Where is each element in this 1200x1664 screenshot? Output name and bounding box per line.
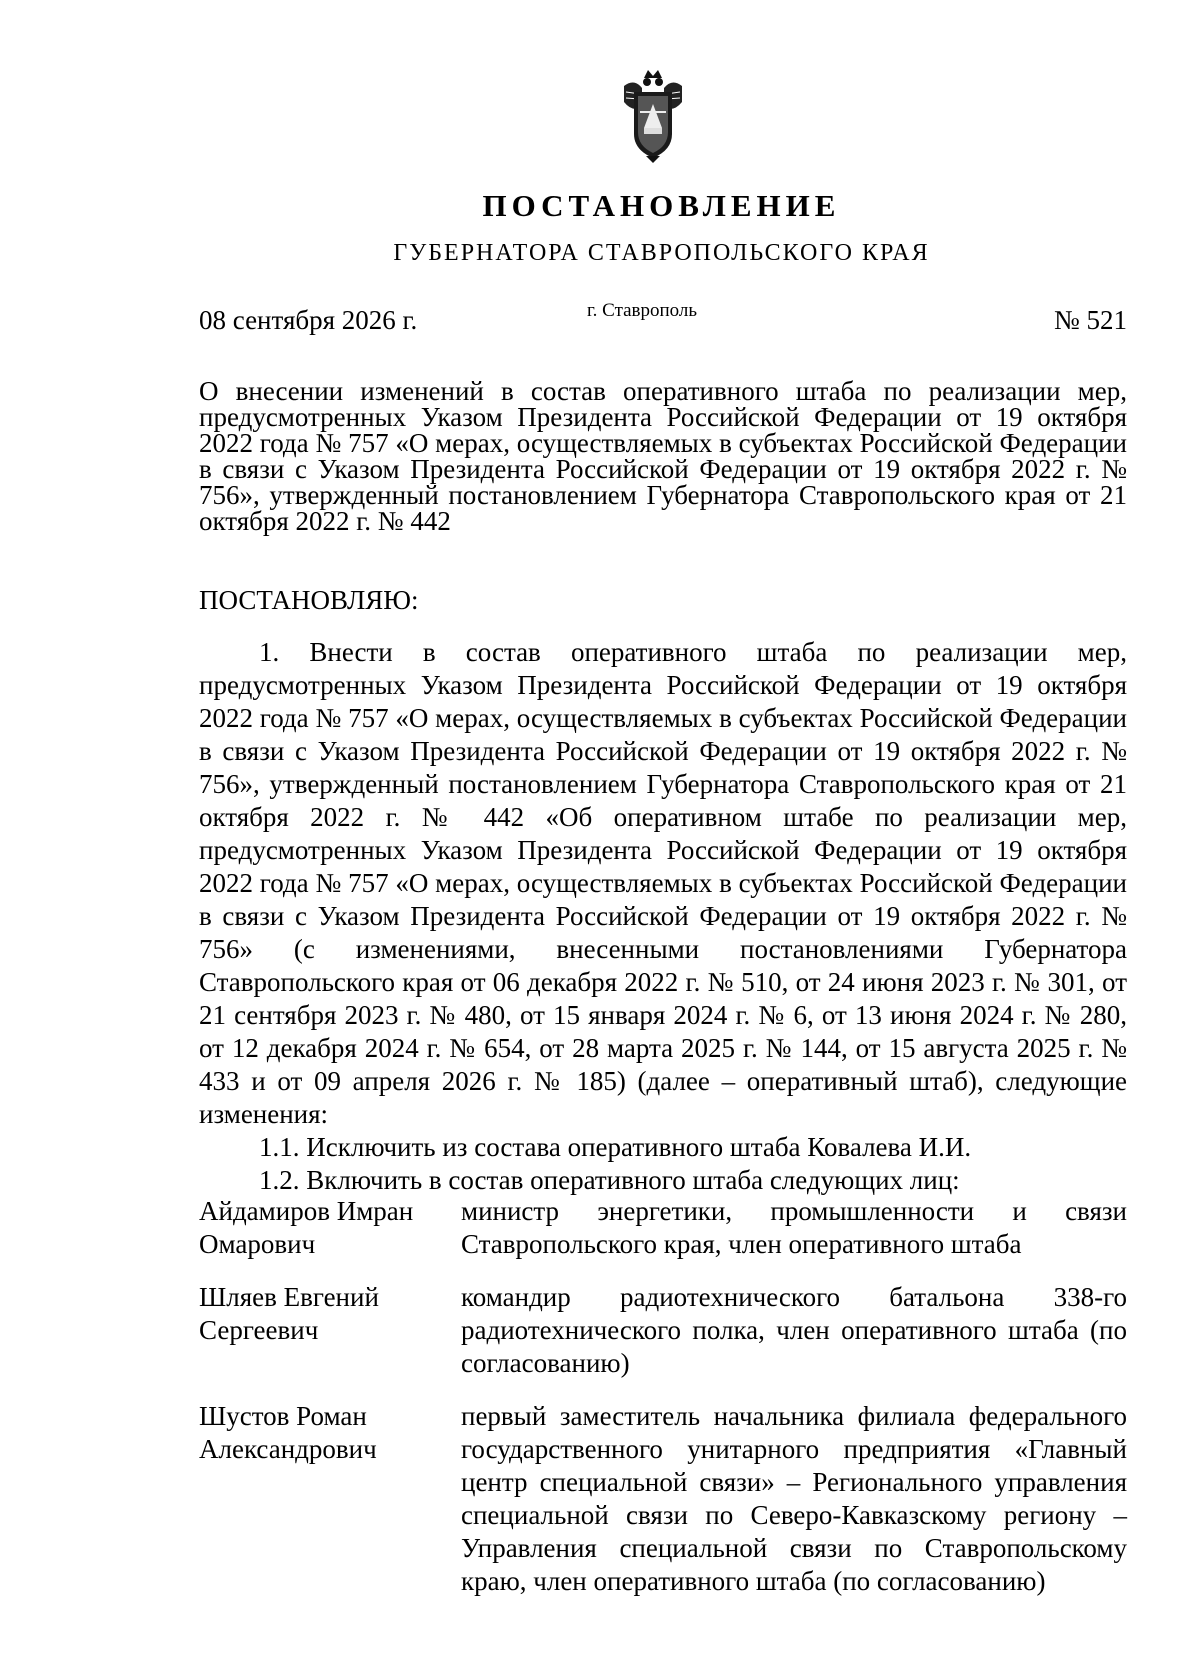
member-role: министр энергетики, промышленности и связи Ставропольского края, член оперативного штаба: [461, 1196, 1127, 1259]
document-title: ПОСТАНОВЛЕНИЕ: [482, 188, 841, 223]
member-row: [199, 1400, 1127, 1598]
member-name: Шустов Роман Александрович: [199, 1401, 377, 1464]
decree-word: ПОСТАНОВЛЯЮ:: [199, 585, 419, 615]
member-row: [199, 1281, 1127, 1380]
document-number: № 521: [1053, 305, 1127, 335]
paragraph-1: 1. Внести в состав оперативного штаба по реализации мер, предусмотренных Указом Президента Российской Федерации от 19 октября 2022 года № 757 «О мерах, осуществляемых в субъектах Российской Федерации в связи с Указом Президента Российской Федерации от 19 октября 2022 г. № 756», утвержденный постановлением Губернатора Ставропольского края от 21 октября 2022 г. № 442 «Об оперативном штабе по реализации мер, предусмотренных Указом Президента Российской Федерации от 19 октября 2022 года № 757 «О мерах, осуществляемых в субъектах Российской Федерации в связи с Указом Президента Российской Федерации от 19 октября 2022 г. № 756» (с изменениями, внесенными постановлениями Губернатора Ставропольского края от 06 декабря 2022 г. № 510, от 24 июня 2023 г. № 301, от 21 сентября 2023 г. № 480, от 15 января 2024 г. № 6, от 13 июня 2024 г. № 280, от 12 декабря 2024 г. № 654, от 28 марта 2025 г. № 144, от 15 августа 2025 г. № 433 и от 09 апреля 2026 г. № 185) (далее – оперативный штаб), следующие изменения:: [199, 637, 1127, 1129]
document-heading: О внесении изменений в состав оперативного штаба по реализации мер, предусмотренных Указом Президента Российской Федерации от 19 октября 2022 года № 757 «О мерах, осуществляемых в субъектах Российской Федерации в связи с Указом Президента Российской Федерации от 19 октября 2022 г. № 756», утвержденный постановлением Губернатора Ставропольского края от 21 октября 2022 г. № 442: [199, 376, 1127, 536]
paragraph-1-1: 1.1. Исключить из состава оперативного штаба Ковалева И.И.: [259, 1132, 972, 1162]
document-city: г. Ставрополь: [587, 300, 698, 321]
document-date: 08 сентября 2026 г.: [199, 305, 418, 335]
member-role: первый заместитель начальника филиала федерального государственного унитарного предприятия «Главный центр специальной связи» – Регионального управления специальной связи по Северо-Кавказскому региону – Управления специальной связи по Ставропольскому краю, член оперативного штаба (по согласованию): [461, 1401, 1127, 1596]
document-subtitle: ГУБЕРНАТОРА СТАВРОПОЛЬСКОГО КРАЯ: [393, 240, 930, 266]
members-list: [199, 1195, 1127, 1618]
member-role: командир радиотехнического батальона 338-го радиотехнического полка, член оперативного штаба (по согласованию): [461, 1282, 1127, 1378]
paragraph-1-2: 1.2. Включить в состав оперативного штаба следующих лиц:: [259, 1165, 960, 1195]
document-body: [199, 636, 1127, 1197]
member-name: Шляев Евгений Сергеевич: [199, 1282, 379, 1345]
member-row: [199, 1195, 1127, 1261]
member-name: Айдамиров Имран Омарович: [199, 1196, 414, 1259]
coat-of-arms-emblem: [620, 68, 686, 164]
